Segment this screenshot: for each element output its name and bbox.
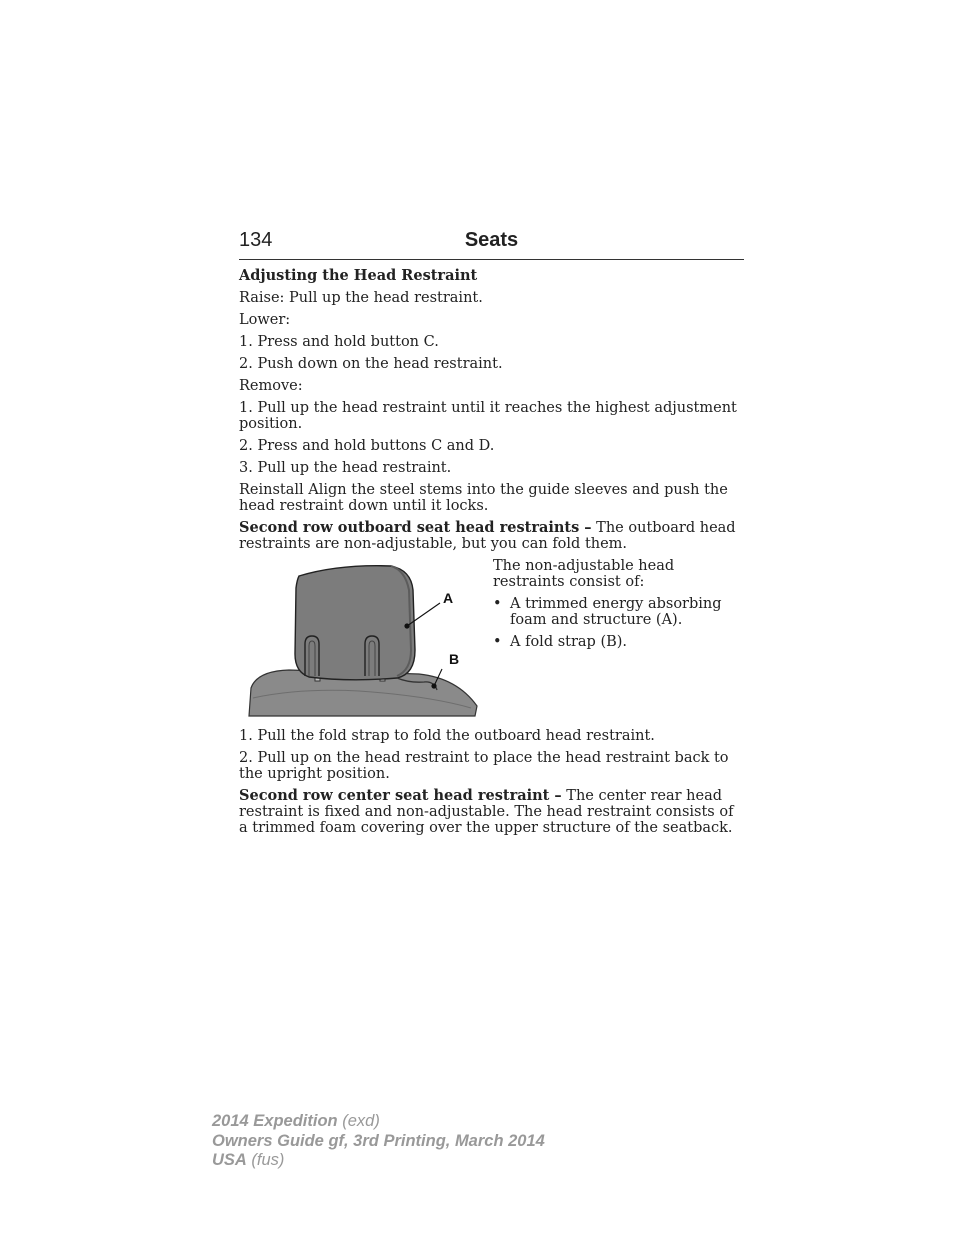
head-restraint-diagram xyxy=(239,558,484,718)
remove-step-1: 1. Pull up the head restraint until it reaches the highest adjustment position. xyxy=(239,400,737,432)
raise-instruction: Raise: Pull up the head restraint. xyxy=(239,290,483,306)
lower-step-2: 2. Push down on the head restraint. xyxy=(239,356,503,372)
label-a: A xyxy=(443,590,454,606)
footer-model-code: (exd) xyxy=(337,1112,380,1130)
component-list xyxy=(493,596,744,650)
page-number: 134 xyxy=(239,229,273,251)
outboard-paragraph xyxy=(239,520,744,552)
figure-row xyxy=(239,558,744,718)
outboard-lead: Second row outboard seat head restraints – xyxy=(239,519,592,536)
footer-model: 2014 Expedition xyxy=(212,1112,338,1130)
center-text: The center rear head restraint is fixed and non-adjustable. The head restraint consists of a trimmed foam covering over the upper structure of the seatback. xyxy=(239,788,734,836)
heading-adjusting-head-restraint: Adjusting the Head Restraint xyxy=(239,267,478,284)
head-restraint-illustration xyxy=(239,558,484,718)
list-item: • A fold strap (B). xyxy=(493,634,744,650)
page-header xyxy=(239,229,744,260)
list-item: • A trimmed energy absorbing foam and structure (A). xyxy=(493,596,744,628)
lower-label: Lower: xyxy=(239,312,291,328)
figure-description xyxy=(493,558,744,718)
label-b: B xyxy=(449,651,460,667)
consist-intro: The non-adjustable head restraints consist of: xyxy=(493,558,675,590)
fold-step-1: 1. Pull the fold strap to fold the outboard head restraint. xyxy=(239,728,655,744)
footer-line-3 xyxy=(212,1151,545,1171)
fold-step-2: 2. Pull up on the head restraint to place the head restraint back to the upright position. xyxy=(239,750,729,782)
reinstall-instruction: Reinstall Align the steel stems into the guide sleeves and push the head restraint down until it locks. xyxy=(239,482,728,514)
lower-step-1: 1. Press and hold button C. xyxy=(239,334,439,350)
section-title: Seats xyxy=(464,229,519,251)
outboard-text: The outboard head restraints are non-adjustable, but you can fold them. xyxy=(239,520,736,552)
page-content xyxy=(239,268,744,842)
page-footer xyxy=(212,1112,545,1171)
footer-line-2: Owners Guide gf, 3rd Printing, March 2014 xyxy=(212,1131,545,1150)
remove-step-2: 2. Press and hold buttons C and D. xyxy=(239,438,495,454)
remove-step-3: 3. Pull up the head restraint. xyxy=(239,460,452,476)
center-paragraph xyxy=(239,788,744,836)
footer-line-1 xyxy=(212,1112,545,1132)
footer-market-code: (fus) xyxy=(246,1151,285,1169)
remove-label: Remove: xyxy=(239,378,303,394)
footer-market: USA xyxy=(212,1151,247,1169)
center-lead: Second row center seat head restraint – xyxy=(239,787,562,804)
